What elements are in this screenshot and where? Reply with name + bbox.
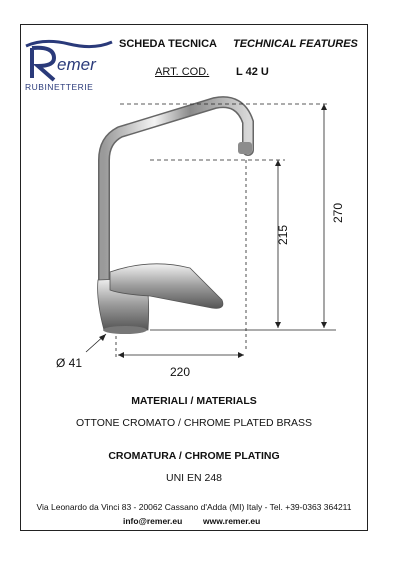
footer-web[interactable]: www.remer.eu bbox=[203, 516, 261, 526]
total-height-label: 270 bbox=[331, 202, 346, 224]
diameter-label: Ø 41 bbox=[56, 356, 83, 370]
faucet-base bbox=[103, 326, 147, 334]
plating-heading: CROMATURA / CHROME PLATING bbox=[108, 450, 280, 462]
materials-heading: MATERIALI / MATERIALS bbox=[131, 395, 257, 407]
brand-subtitle: RUBINETTERIE bbox=[25, 82, 94, 92]
footer-email[interactable]: info@remer.eu bbox=[123, 516, 183, 526]
spout-tip bbox=[238, 142, 252, 154]
art-cod-label: ART. COD. bbox=[155, 66, 210, 78]
art-cod-value: L 42 U bbox=[236, 66, 269, 78]
title-en: TECHNICAL FEATURES bbox=[233, 38, 358, 50]
spout-height-label: 215 bbox=[276, 224, 291, 246]
footer-address: Via Leonardo da Vinci 83 - 20062 Cassano d'Adda (MI) Italy - Tel. +39-0363 364211 bbox=[36, 502, 352, 512]
width-label: 220 bbox=[170, 365, 191, 379]
plating-value: UNI EN 248 bbox=[165, 472, 223, 484]
materials-value: OTTONE CROMATO / CHROME PLATED BRASS bbox=[75, 417, 313, 429]
svg-text:emer: emer bbox=[57, 55, 96, 74]
title-it: SCHEDA TECNICA bbox=[119, 38, 217, 50]
